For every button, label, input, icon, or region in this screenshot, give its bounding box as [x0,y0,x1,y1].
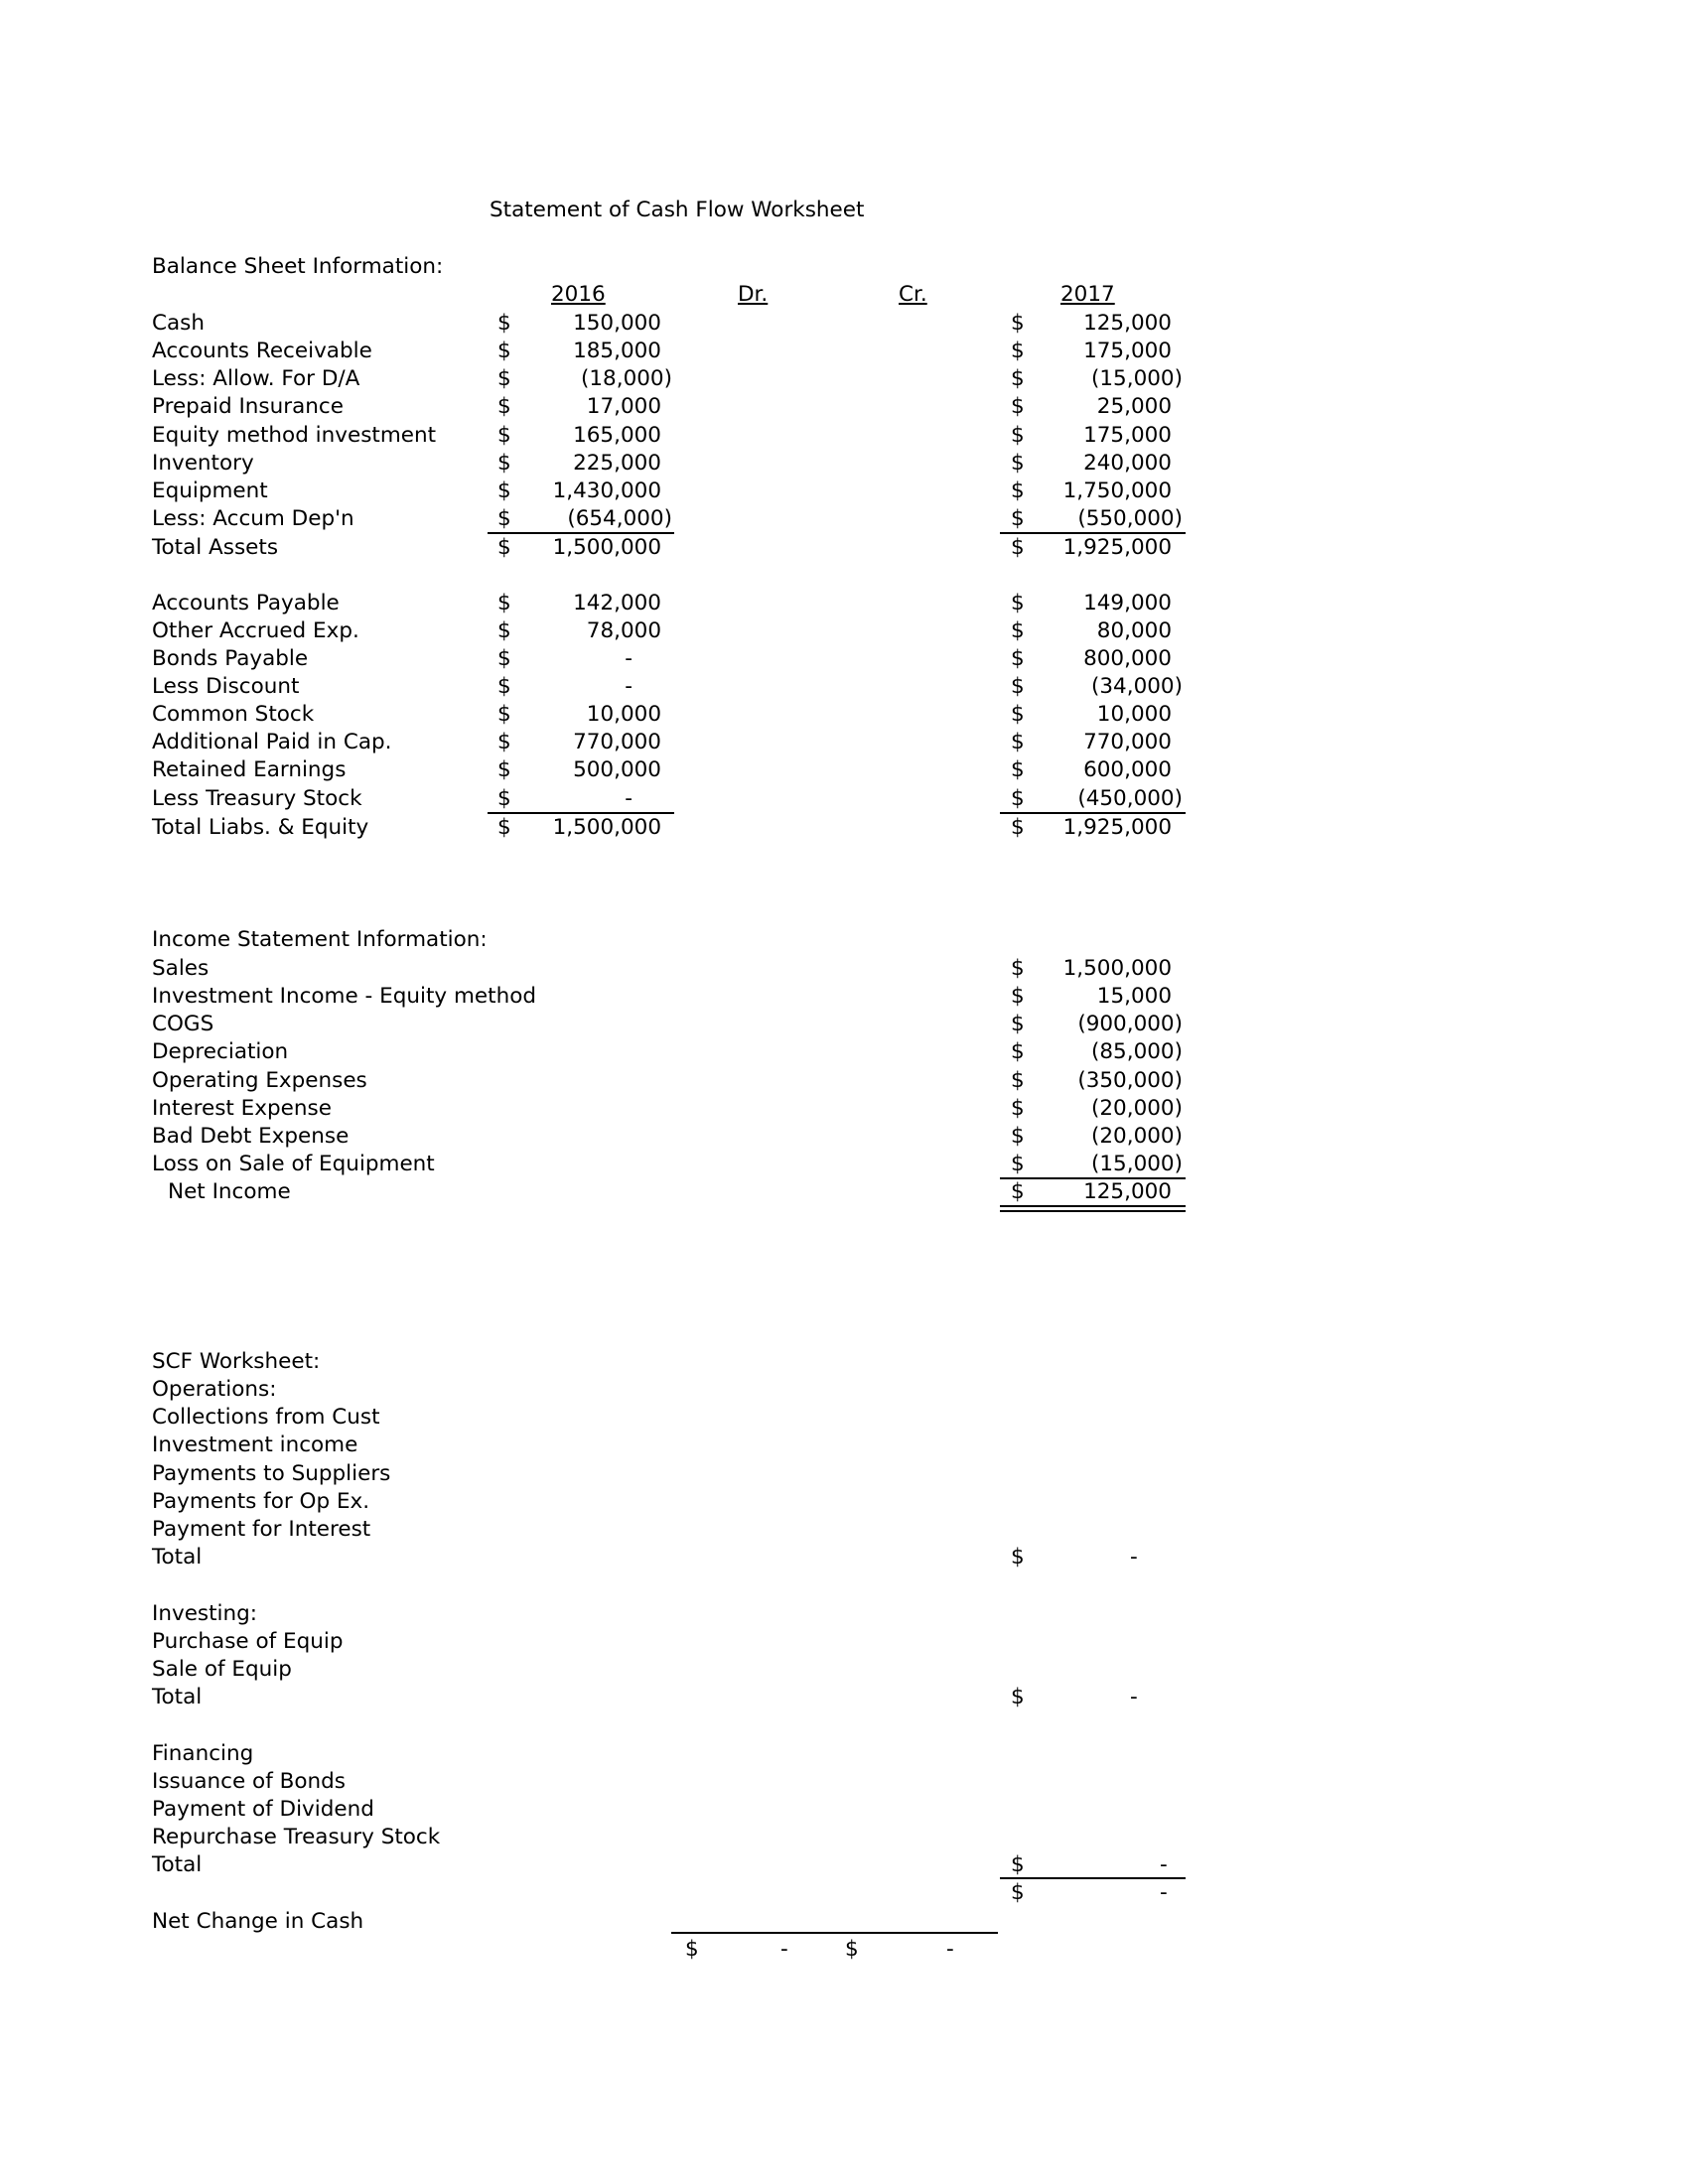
dollar-sign: $ [1011,366,1025,391]
cr-total: - [946,1937,954,1962]
list-item: Investment income [152,1433,358,1457]
dollar-sign: $ [497,646,511,671]
dollar-sign: $ [1011,1880,1025,1905]
dollar-sign: $ [1011,535,1025,560]
subtotal-rule [488,532,674,534]
list-item: Issuance of Bonds [152,1769,346,1794]
row-label: Accounts Receivable [152,339,372,363]
row-label: Total Assets [152,535,279,560]
dollar-sign: $ [497,757,511,782]
dollar-sign: $ [497,786,511,811]
row-label: Retained Earnings [152,757,347,782]
row-label: Less Treasury Stock [152,786,362,811]
column-header-dr: Dr. [738,282,769,307]
list-item: Sale of Equip [152,1657,292,1682]
value-2017: 80,000 [1096,618,1172,643]
row-label: Total Liabs. & Equity [152,815,369,840]
dollar-sign: $ [1011,786,1025,811]
dollar-sign: $ [497,506,511,531]
dollar-sign: $ [497,423,511,448]
net-change-value: - [1160,1880,1168,1905]
list-item: Payment of Dividend [152,1797,374,1822]
row-label: Accounts Payable [152,591,340,615]
dollar-sign: $ [1011,1124,1025,1149]
value-2016: 225,000 [573,451,661,476]
dollar-sign: $ [1011,506,1025,531]
row-value: (900,000) [1077,1012,1183,1036]
row-label: Less Discount [152,674,300,699]
dollar-sign: $ [1011,1152,1025,1176]
dollar-sign: $ [1011,1068,1025,1093]
dollar-sign: $ [497,730,511,754]
value-2017: 1,750,000 [1062,478,1172,503]
row-label: Equity method investment [152,423,437,448]
value-2016: 10,000 [586,702,661,727]
dollar-sign: $ [497,478,511,503]
value-2017: (450,000) [1077,786,1183,811]
dollar-sign: $ [497,311,511,336]
row-value: - [1130,1685,1138,1709]
dollar-sign: $ [1011,757,1025,782]
value-2017: 25,000 [1096,394,1172,419]
row-label: Additional Paid in Cap. [152,730,392,754]
value-2016: 500,000 [573,757,661,782]
value-2017: 600,000 [1083,757,1172,782]
value-2016: 165,000 [573,423,661,448]
section-heading: Investing: [152,1601,258,1626]
dollar-sign: $ [497,674,511,699]
value-2017: 149,000 [1083,591,1172,615]
row-label: COGS [152,1012,214,1036]
value-2017: 1,925,000 [1062,815,1172,840]
value-2017: 240,000 [1083,451,1172,476]
dollar-sign: $ [845,1937,859,1962]
row-label: Prepaid Insurance [152,394,344,419]
value-2016: 1,430,000 [552,478,661,503]
row-label: Common Stock [152,702,315,727]
column-header-cr: Cr. [899,282,927,307]
column-header-2017: 2017 [1060,282,1115,307]
value-2016: 1,500,000 [552,535,661,560]
dollar-sign: $ [497,339,511,363]
row-value: (15,000) [1090,1152,1183,1176]
net-change-label: Net Change in Cash [152,1909,364,1934]
value-2016: 150,000 [573,311,661,336]
row-label: Cash [152,311,206,336]
row-value: (20,000) [1090,1124,1183,1149]
row-value: - [1130,1545,1138,1570]
row-label: Bad Debt Expense [152,1124,350,1149]
dollar-sign: $ [1011,702,1025,727]
value-2016: 185,000 [573,339,661,363]
row-value: - [1160,1852,1168,1877]
section-heading: Financing [152,1741,254,1766]
row-label: Depreciation [152,1039,289,1064]
value-2016: - [625,674,633,699]
double-rule [1000,1205,1186,1207]
dollar-sign: $ [497,394,511,419]
row-value: (20,000) [1090,1096,1183,1121]
dollar-sign: $ [497,702,511,727]
dollar-sign: $ [497,591,511,615]
row-label: Inventory [152,451,254,476]
dollar-sign: $ [497,451,511,476]
dollar-sign: $ [497,366,511,391]
value-2016: 78,000 [586,618,661,643]
value-2016: - [625,646,633,671]
dollar-sign: $ [1011,478,1025,503]
row-label: Equipment [152,478,268,503]
row-value: 1,500,000 [1062,956,1172,981]
list-item: Purchase of Equip [152,1629,344,1654]
value-2016: 17,000 [586,394,661,419]
row-label: Total [152,1685,203,1709]
value-2017: (550,000) [1077,506,1183,531]
row-label: Other Accrued Exp. [152,618,359,643]
page-title: Statement of Cash Flow Worksheet [490,198,865,222]
list-item: Collections from Cust [152,1405,380,1430]
row-label: Total [152,1852,203,1877]
list-item: Payments for Op Ex. [152,1489,370,1514]
dollar-sign: $ [1011,1179,1025,1204]
row-value: (350,000) [1077,1068,1183,1093]
value-2016: - [625,786,633,811]
value-2017: 125,000 [1083,311,1172,336]
dollar-sign: $ [1011,339,1025,363]
dollar-sign: $ [497,618,511,643]
row-value: (85,000) [1090,1039,1183,1064]
value-2017: 10,000 [1096,702,1172,727]
row-label: Total [152,1545,203,1570]
income-statement-heading: Income Statement Information: [152,927,488,952]
dollar-sign: $ [1011,956,1025,981]
dollar-sign: $ [1011,1096,1025,1121]
row-label: Operating Expenses [152,1068,367,1093]
dollar-sign: $ [1011,1852,1025,1877]
value-2017: 175,000 [1083,339,1172,363]
row-label: Less: Allow. For D/A [152,366,360,391]
dr-total: - [780,1937,788,1962]
row-label: Investment Income - Equity method [152,984,536,1009]
dollar-sign: $ [1011,394,1025,419]
dollar-sign: $ [685,1937,699,1962]
dollar-sign: $ [1011,730,1025,754]
row-label: Interest Expense [152,1096,332,1121]
value-2017: 800,000 [1083,646,1172,671]
dollar-sign: $ [1011,674,1025,699]
section-heading: Operations: [152,1377,277,1402]
value-2017: 770,000 [1083,730,1172,754]
dollar-sign: $ [1011,1685,1025,1709]
dollar-sign: $ [497,815,511,840]
row-value: 125,000 [1083,1179,1172,1204]
value-2016: (18,000) [580,366,672,391]
dollar-sign: $ [1011,1012,1025,1036]
subtotal-rule [1000,532,1186,534]
row-value: 15,000 [1096,984,1172,1009]
value-2016: (654,000) [567,506,672,531]
dollar-sign: $ [1011,984,1025,1009]
column-total-rule [671,1932,998,1934]
double-rule [1000,1210,1186,1212]
dollar-sign: $ [1011,423,1025,448]
balance-sheet-heading: Balance Sheet Information: [152,254,444,279]
scf-heading: SCF Worksheet: [152,1349,321,1374]
value-2016: 1,500,000 [552,815,661,840]
value-2016: 770,000 [573,730,661,754]
list-item: Payment for Interest [152,1517,371,1542]
dollar-sign: $ [1011,618,1025,643]
row-label: Net Income [168,1179,291,1204]
row-label: Sales [152,956,210,981]
row-label: Less: Accum Dep'n [152,506,354,531]
value-2017: (15,000) [1090,366,1183,391]
dollar-sign: $ [1011,1039,1025,1064]
value-2016: 142,000 [573,591,661,615]
dollar-sign: $ [1011,1545,1025,1570]
subtotal-rule [1000,812,1186,814]
column-header-2016: 2016 [551,282,606,307]
list-item: Repurchase Treasury Stock [152,1825,441,1849]
row-label: Bonds Payable [152,646,309,671]
subtotal-rule [1000,1877,1186,1879]
dollar-sign: $ [1011,646,1025,671]
subtotal-rule [488,812,674,814]
dollar-sign: $ [497,535,511,560]
dollar-sign: $ [1011,815,1025,840]
value-2017: (34,000) [1090,674,1183,699]
row-label: Loss on Sale of Equipment [152,1152,435,1176]
dollar-sign: $ [1011,311,1025,336]
dollar-sign: $ [1011,591,1025,615]
value-2017: 1,925,000 [1062,535,1172,560]
value-2017: 175,000 [1083,423,1172,448]
dollar-sign: $ [1011,451,1025,476]
list-item: Payments to Suppliers [152,1461,391,1486]
